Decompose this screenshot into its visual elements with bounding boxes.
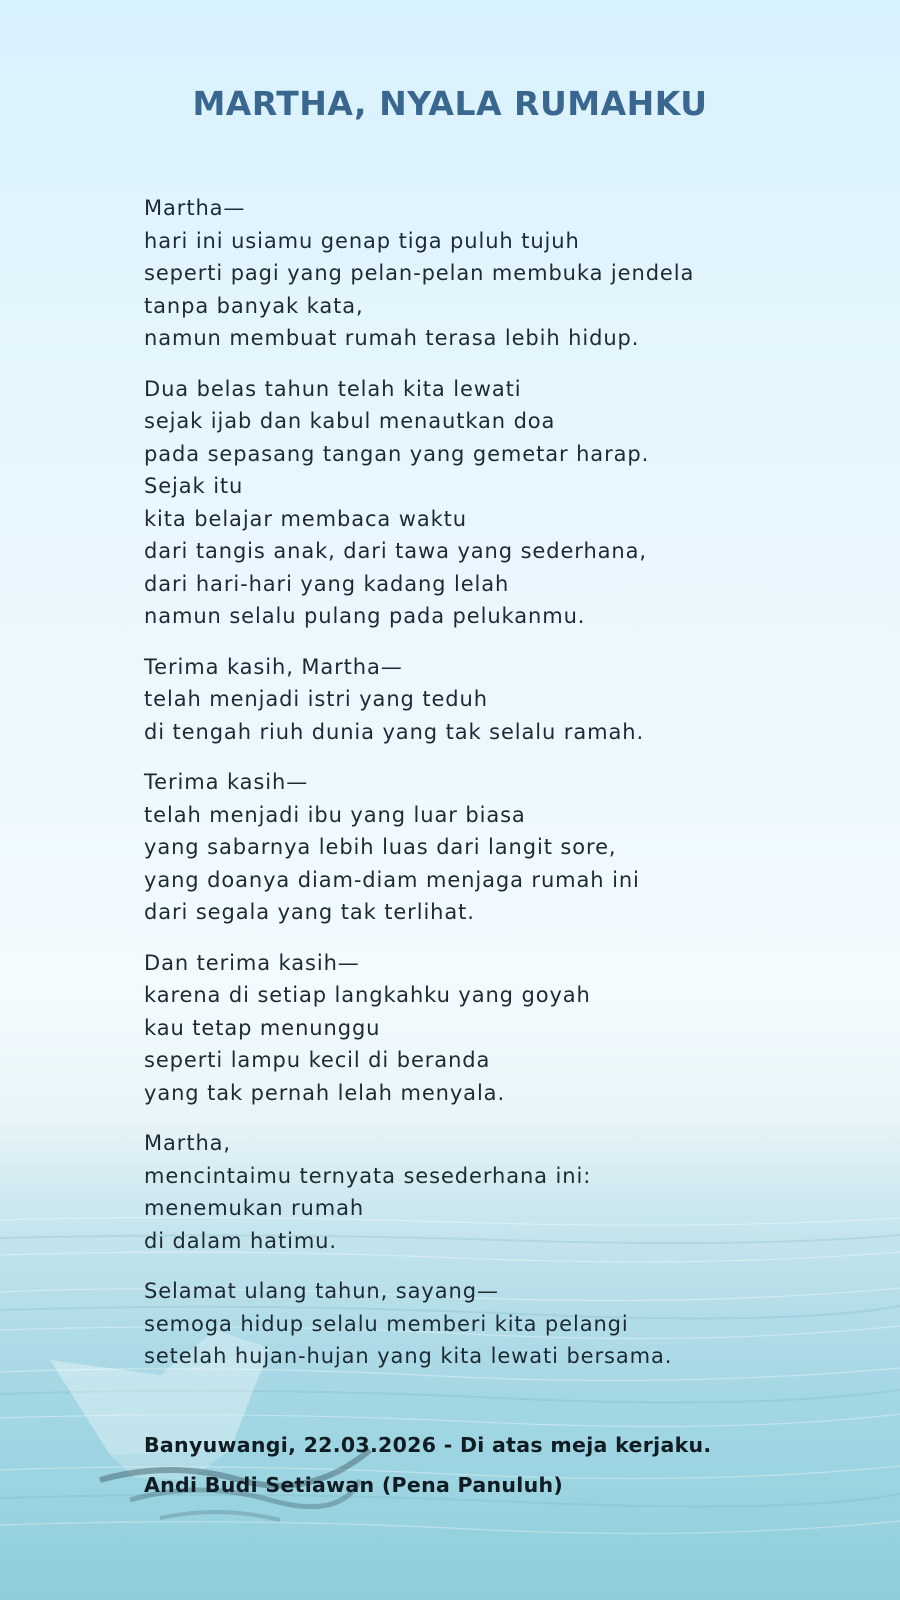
poem-line: Martha— <box>144 196 246 220</box>
poem-line: namun selalu pulang pada pelukanmu. <box>144 604 586 628</box>
poem-line: yang tak pernah lelah menyala. <box>144 1080 506 1105</box>
poem-line: telah menjadi istri yang teduh <box>144 687 488 711</box>
poem-line: kita belajar membaca waktu <box>144 506 468 531</box>
stanza-3 <box>144 651 884 749</box>
poem-title: MARTHA, NYALA RUMAHKU <box>192 84 708 123</box>
poem-line: mencintaimu ternyata sesederhana ini: <box>144 1163 592 1188</box>
stanza-2 <box>144 373 884 633</box>
poem-line: menemukan rumah <box>144 1196 365 1220</box>
poem-line: namun membuat rumah terasa lebih hidup. <box>144 326 640 350</box>
poem-line: yang sabarnya lebih luas dari langit sore, <box>144 835 617 859</box>
poem-line: Terima kasih, Martha— <box>144 654 403 679</box>
stanza-6 <box>144 1127 884 1257</box>
poem-line: di tengah riuh dunia yang tak selalu ramah. <box>144 719 645 744</box>
poem-line: hari ini usiamu genap tiga puluh tujuh <box>144 228 580 253</box>
author-name: Andi Budi Setiawan (Pena Panuluh) <box>144 1473 564 1497</box>
poem-line: semoga hidup selalu memberi kita pelangi <box>144 1311 629 1336</box>
poem-line: tanpa banyak kata, <box>144 293 364 318</box>
poem-line: Sejak itu <box>144 474 244 498</box>
stanza-1 <box>144 192 884 355</box>
poem-line: Terima kasih— <box>144 770 309 794</box>
poem-line: seperti lampu kecil di beranda <box>144 1048 491 1072</box>
poem-signature <box>144 1425 884 1505</box>
poem-line: dari tangis anak, dari tawa yang sederhana, <box>144 539 647 563</box>
place-date-text: Banyuwangi, 22.03.2026 - Di atas meja kerjaku. <box>144 1433 712 1457</box>
stanza-4 <box>144 766 884 929</box>
poem-body <box>144 192 884 1391</box>
poem-line: Selamat ulang tahun, sayang— <box>144 1279 499 1303</box>
poem-line: yang doanya diam-diam menjaga rumah ini <box>144 867 640 892</box>
poem-line: dari segala yang tak terlihat. <box>144 900 475 924</box>
poem-line: sejak ijab dan kabul menautkan doa <box>144 409 556 433</box>
poem-line: pada sepasang tangan yang gemetar harap. <box>144 441 650 466</box>
poem-line: Dan terima kasih— <box>144 950 360 975</box>
poem-line: seperti pagi yang pelan-pelan membuka jendela <box>144 261 695 285</box>
poem-line: Dua belas tahun telah kita lewati <box>144 376 522 401</box>
stanza-7 <box>144 1275 884 1373</box>
poem-line: setelah hujan-hujan yang kita lewati bersama. <box>144 1344 673 1368</box>
poem-line: dari hari-hari yang kadang lelah <box>144 571 510 596</box>
poem-line: karena di setiap langkahku yang goyah <box>144 983 591 1007</box>
stanza-5 <box>144 947 884 1110</box>
poem-line: Martha, <box>144 1131 232 1155</box>
poem-line: kau tetap menunggu <box>144 1015 381 1040</box>
poem-line: telah menjadi ibu yang luar biasa <box>144 802 526 827</box>
poem-line: di dalam hatimu. <box>144 1228 337 1253</box>
